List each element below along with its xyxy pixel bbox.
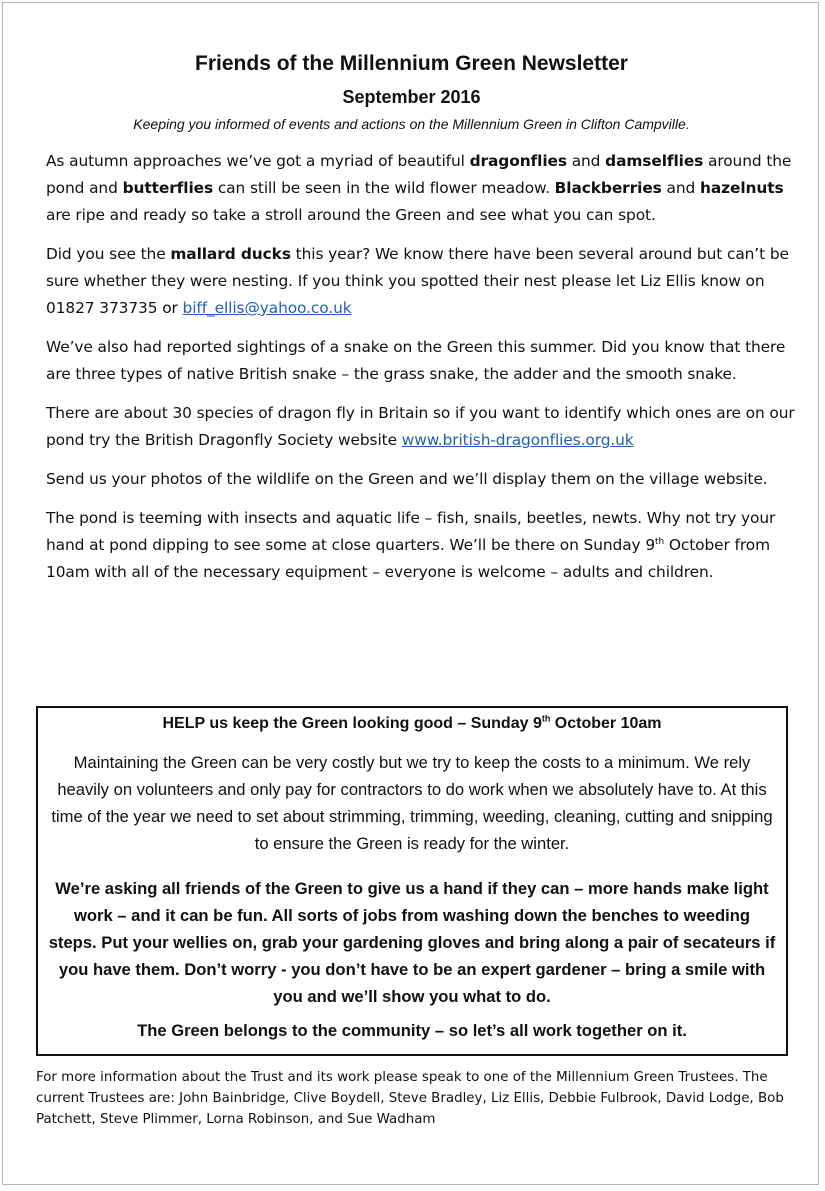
dragonfly-society-link[interactable]: www.british-dragonflies.org.uk <box>401 431 634 449</box>
help-box <box>36 706 788 1056</box>
paragraph-dragonfly <box>46 400 798 454</box>
text: can still be seen in the wild flower meadow. <box>213 179 555 197</box>
bold-mallard-ducks: mallard ducks <box>170 245 291 263</box>
trustees-footer: For more information about the Trust and its work please speak to one of the Millennium Green Trustees. The current Trustees are: John Bainbridge, Clive Boydell, Steve Bradley, Liz Ellis, Debbie Fulbrook, David Lodge, Bob Patchett, Steve Plimmer, Lorna Robinson, and Sue Wadham <box>36 1070 784 1127</box>
text: and <box>566 152 606 170</box>
text: October from 10am with all of the necessary equipment – everyone is welcome – adults and children. <box>46 536 770 581</box>
paragraph-autumn <box>46 148 798 229</box>
bold-damselflies: damselflies <box>605 152 704 170</box>
text: Did you see the <box>46 245 171 263</box>
bold-hazelnuts: hazelnuts <box>699 179 784 197</box>
help-box-paragraph-community: The Green belongs to the community – so let’s all work together on it. <box>137 1021 687 1040</box>
help-box-paragraph-costs: Maintaining the Green can be very costly but we try to keep the costs to a minimum. We rely heavily on volunteers and only pay for contractors to do work when we absolutely have to. At this time of the year we need to set about strimming, trimming, weeding, cleaning, cutting and snipping to ensure the Green is ready for the winter. <box>51 753 773 853</box>
paragraph-snake: We’ve also had reported sightings of a snake on the Green this summer. Did you know that there are three types of native British snake – the grass snake, the adder and the smooth snake. <box>46 338 786 383</box>
paragraph-ducks <box>46 241 798 322</box>
email-link[interactable]: biff_ellis@yahoo.co.uk <box>182 299 352 317</box>
help-box-paragraph-volunteers: We’re asking all friends of the Green to give us a hand if they can – more hands make light work – and it can be fun. All sorts of jobs from washing down the benches to weeding steps. Put your wellies on, grab your gardening gloves and bring along a pair of secateurs if you have them. Don’t worry - you don’t have to be an expert gardener – bring a smile with you and we’ll show you what to do. <box>48 879 776 1006</box>
newsletter-title: Friends of the Millennium Green Newsletter <box>195 52 628 75</box>
text: HELP us keep the Green looking good – Sunday 9 <box>162 715 542 732</box>
text: The pond is teeming with insects and aquatic life – fish, snails, beetles, newts. Why not try your hand at pond dipping to see some at close quarters. We’ll be there on Sunday 9 <box>46 509 776 554</box>
help-box-heading <box>38 715 786 733</box>
text: There are about 30 species of dragon fly in Britain so if you want to identify which ones are on our pond try the British Dragonfly Society website <box>46 404 795 449</box>
text: October 10am <box>550 715 662 732</box>
bold-butterflies: butterflies <box>122 179 214 197</box>
newsletter-body <box>46 148 798 598</box>
paragraph-pond <box>46 505 798 586</box>
ordinal-suffix: th <box>541 713 551 724</box>
text: and <box>661 179 700 197</box>
newsletter-page <box>2 2 819 1185</box>
text: this year? We know there have been several around but can’t be sure whether they were nesting. If you think you spotted their nest please let Liz Ellis know on 01827 373735 or <box>46 245 789 317</box>
bold-blackberries: Blackberries <box>554 179 662 197</box>
paragraph-photos: Send us your photos of the wildlife on the Green and we’ll display them on the village website. <box>46 470 768 488</box>
text: around the pond and <box>46 152 792 197</box>
text: are ripe and ready so take a stroll around the Green and see what you can spot. <box>46 206 656 224</box>
bold-dragonflies: dragonflies <box>469 152 567 170</box>
text: As autumn approaches we’ve got a myriad of beautiful <box>46 152 470 170</box>
ordinal-suffix: th <box>655 536 665 547</box>
newsletter-subtitle: Keeping you informed of events and actions on the Millennium Green in Clifton Campville. <box>133 116 690 132</box>
newsletter-date: September 2016 <box>342 87 481 107</box>
